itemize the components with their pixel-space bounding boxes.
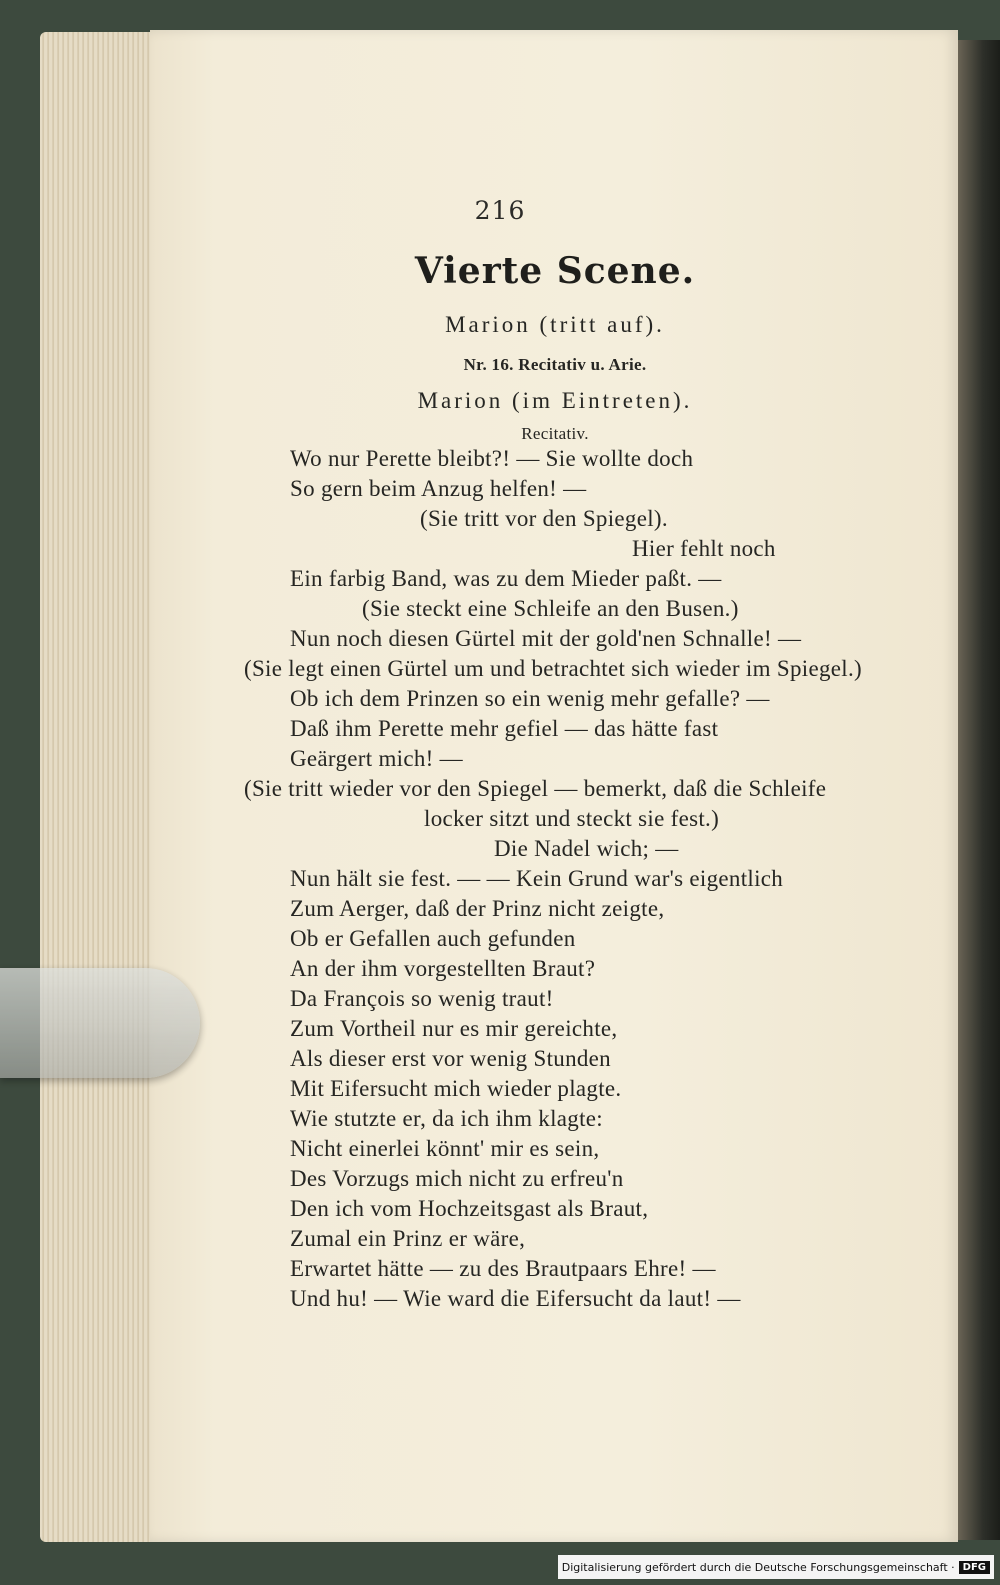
verse-line: Und hu! — Wie ward die Eifersucht da laut! — (290, 1286, 741, 1311)
stage-direction: (Sie tritt vor den Spiegel). (420, 506, 668, 531)
page-number: 216 (474, 196, 526, 225)
verse-line: Wie stutzte er, da ich ihm klagte: (290, 1106, 603, 1131)
stage-direction: (Sie tritt wieder vor den Spiegel — bemerkt, daß die Schleife (244, 776, 827, 801)
verse-line: Zum Aerger, daß der Prinz nicht zeigte, (290, 896, 665, 921)
stage-direction: locker sitzt und steckt sie fest.) (424, 806, 720, 831)
bookmark-tab (0, 968, 200, 1078)
dfg-logo: DFG (959, 1561, 990, 1574)
verse-line: Zum Vortheil nur es mir gereichte, (290, 1016, 618, 1041)
verse-line: Nicht einerlei könnt' mir es sein, (290, 1136, 600, 1161)
verse-line: Hier fehlt noch (632, 536, 776, 561)
verse-line: Den ich vom Hochzeitsgast als Braut, (290, 1196, 649, 1221)
verse-line: Daß ihm Perette mehr gefiel — das hätte fast (290, 716, 719, 741)
verse-line: Wo nur Perette bleibt?! — Sie wollte doch (290, 446, 694, 471)
verse-line: Ob ich dem Prinzen so ein wenig mehr gefalle? — (290, 686, 770, 711)
verse-line: An der ihm vorgestellten Braut? (290, 956, 596, 981)
character-name: Marion (im Eintreten). (417, 388, 693, 413)
section-heading: Nr. 16. Recitativ u. Arie. (463, 355, 647, 374)
verse-line: Des Vorzugs mich nicht zu erfreu'n (290, 1166, 624, 1191)
verse-line: Als dieser erst vor wenig Stunden (290, 1046, 611, 1071)
stage-direction: (Sie steckt eine Schleife an den Busen.) (362, 596, 739, 621)
verse-line: Erwartet hätte — zu des Brautpaars Ehre! — (290, 1256, 716, 1281)
verse-line: Ein farbig Band, was zu dem Mieder paßt. — (290, 566, 722, 591)
verse-line: Nun hält sie fest. — — Kein Grund war's eigentlich (290, 866, 784, 891)
stage-direction: (Sie legt einen Gürtel um und betrachtet sich wieder im Spiegel.) (244, 656, 862, 681)
digitization-credit (558, 1555, 994, 1579)
credit-text: Digitalisierung gefördert durch die Deutsche Forschungsgemeinschaft · (561, 1560, 955, 1574)
verse-line: Da François so wenig traut! (290, 986, 554, 1011)
stage-direction: Marion (tritt auf). (445, 312, 665, 337)
scene-title: Vierte Scene. (414, 250, 696, 292)
verse-line: So gern beim Anzug helfen! — (290, 476, 587, 501)
verse-line: Die Nadel wich; — (494, 836, 679, 861)
verse-line: Geärgert mich! — (290, 746, 463, 771)
verse-line: Ob er Gefallen auch gefunden (290, 926, 576, 951)
verse-line: Zumal ein Prinz er wäre, (290, 1226, 526, 1251)
section-label: Recitativ. (521, 424, 589, 443)
verse-line: Nun noch diesen Gürtel mit der gold'nen Schnalle! — (290, 626, 802, 651)
verse-line: Mit Eifersucht mich wieder plagte. (290, 1076, 622, 1101)
